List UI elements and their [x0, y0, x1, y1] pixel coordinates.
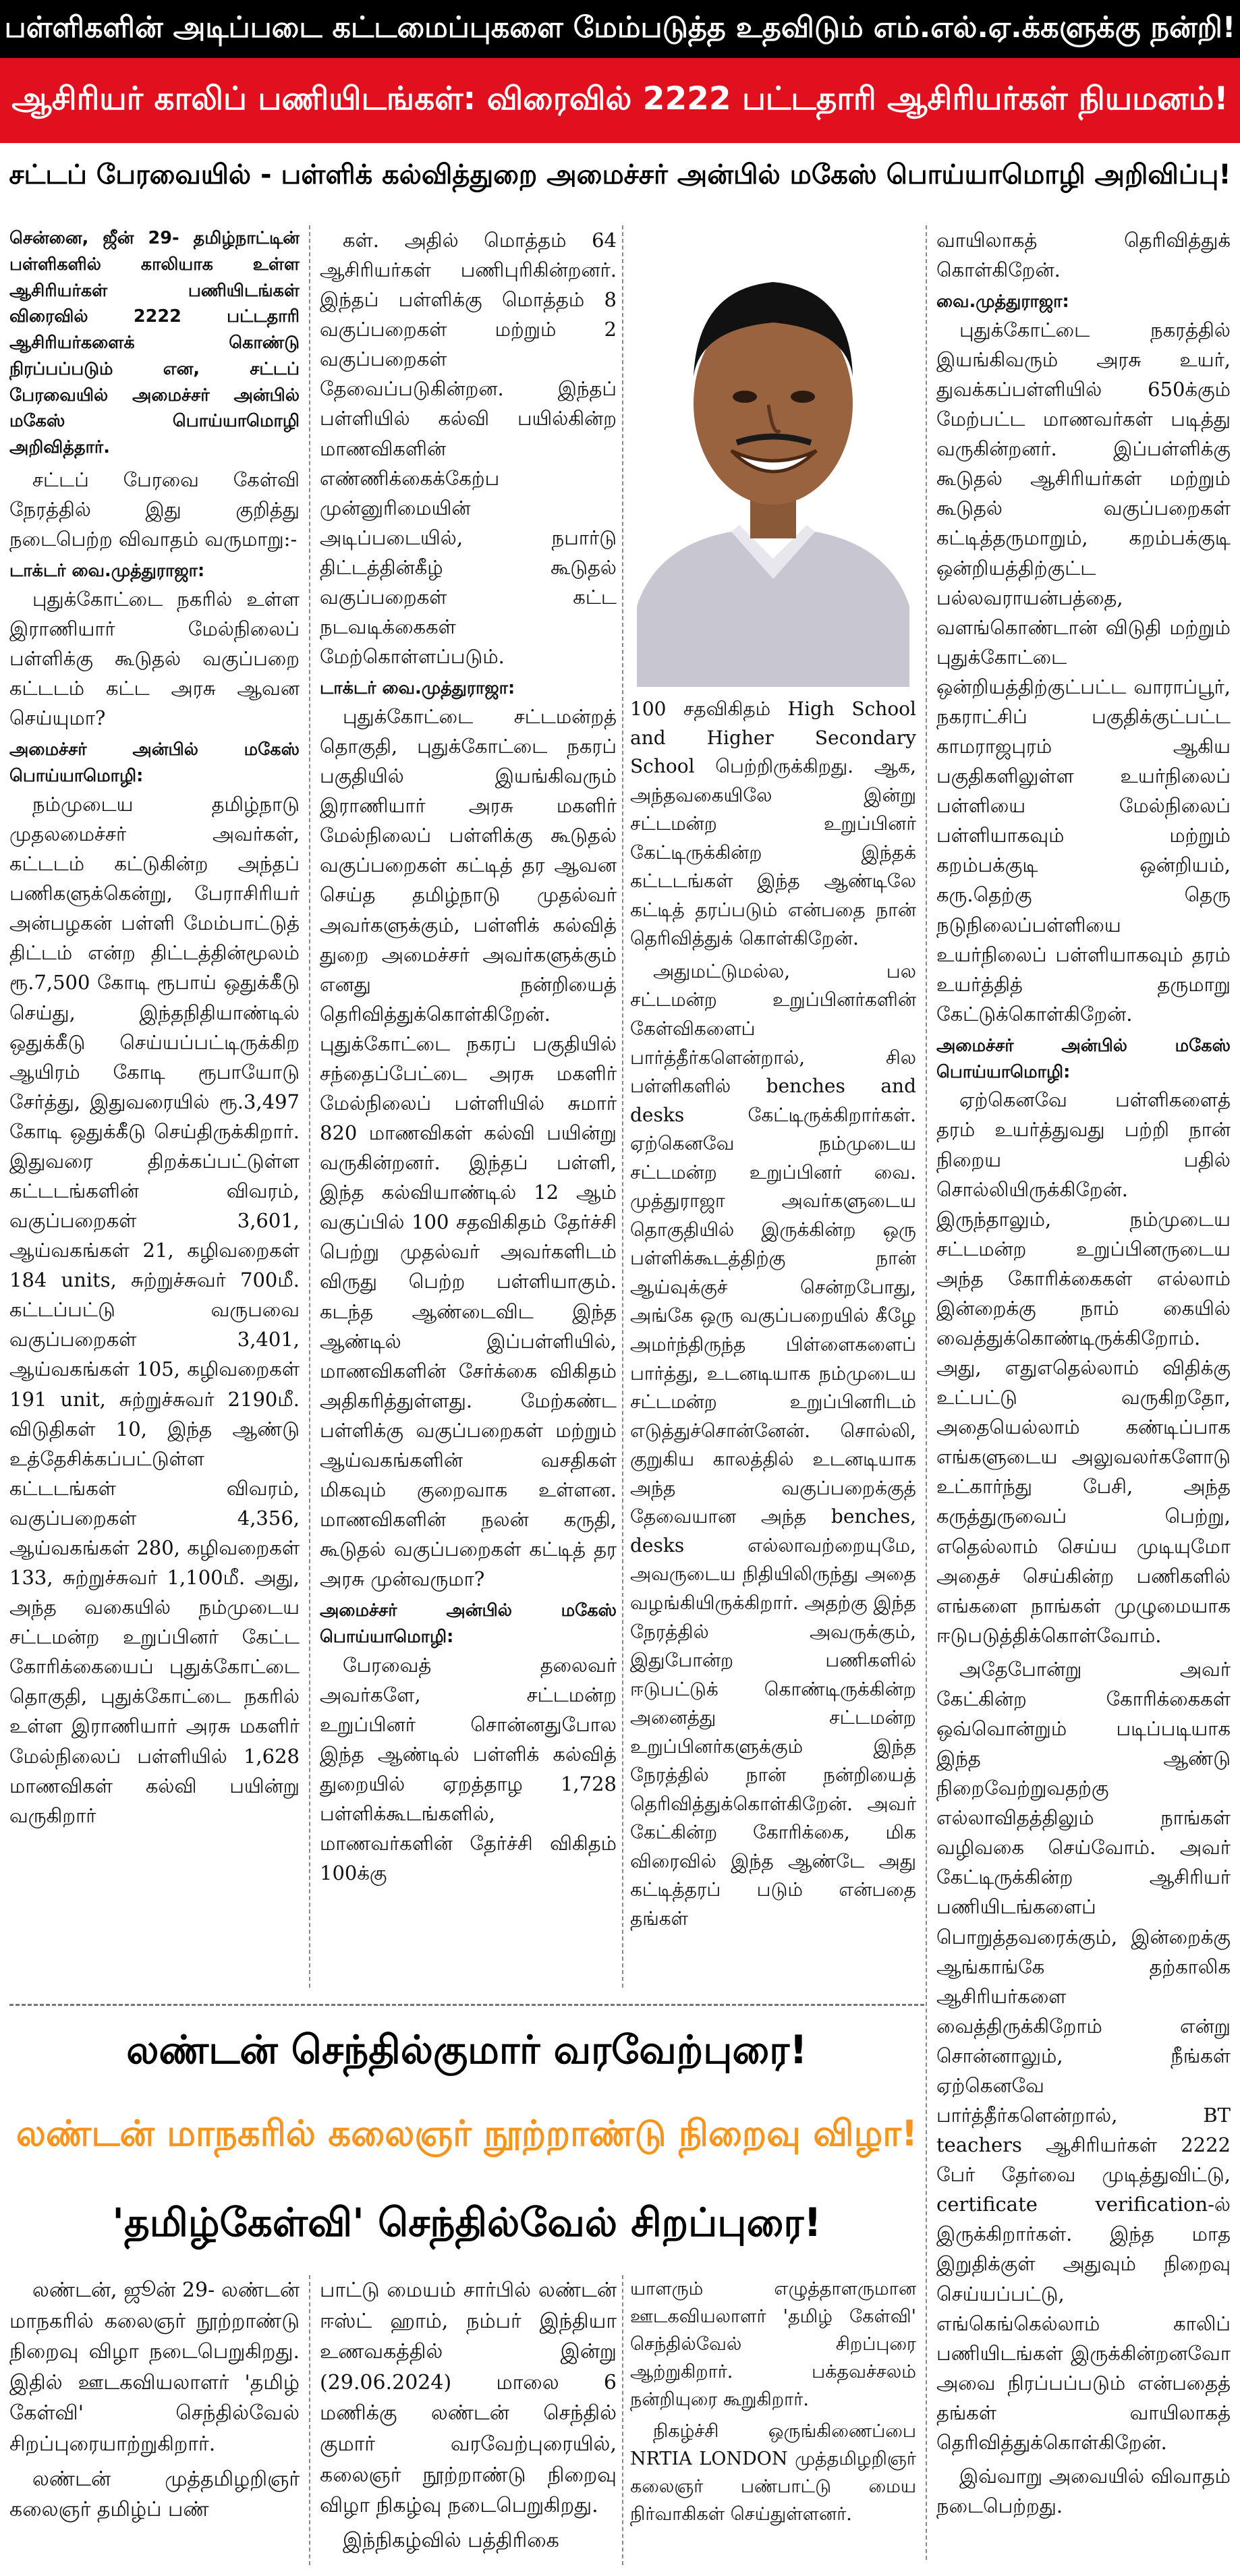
- second-story-kicker-text: லண்டன் செந்தில்குமார் வரவேற்புரை!: [126, 2027, 808, 2073]
- portrait-image: [630, 228, 916, 687]
- paragraph: பேரவைத் தலைவர் அவர்களே, சட்டமன்ற உறுப்பினர் சொன்னதுபோல இந்த ஆண்டில் பள்ளிக் கல்வித் துறையில் ஏறத்தாழ 1,728 பள்ளிக்கூடங்களில், மாணவர்களின் தேர்ச்சி விகிதம் 100க்கு: [320, 1653, 617, 1885]
- kicker-banner: [0, 0, 1240, 58]
- paragraph: புதுக்கோட்டை சட்டமன்றத் தொகுதி, புதுக்கோட்டை நகரப் பகுதியில் இயங்கிவரும் இராணியார் அரசு மகளிர் மேல்நிலைப் பள்ளிக்கு கூடுதல் வகுப்பறைகள் கட்டித் தர ஆவன செய்த தமிழ்நாடு முதல்வர் அவர்களுக்கும், பள்ளிக் கல்வித் துறை அமைச்சர் அவர்களுக்கும் எனது நன்றியைத் தெரிவித்துக்கொள்கிறேன். புதுக்கோட்டை நகரப் பகுதியில் சந்தைப்பேட்டை அரசு மகளிர் மேல்நிலைப் பள்ளியில் சுமார் 820 மாணவிகள் கல்வி பயின்று வருகின்றனர். இந்தப் பள்ளி, இந்த கல்வியாண்டில் 12 ஆம் வகுப்பில் 100 சதவிகிதம் தேர்ச்சி பெற்று முதல்வர் அவர்களிடம் விருது பெற்ற பள்ளியாகும். கடந்த ஆண்டைவிட இந்த ஆண்டில் இப்பள்ளியில், மாணவிகளின் சேர்க்கை விகிதம் அதிகரித்துள்ளது. மேற்கண்ட பள்ளிக்கு வகுப்பறைகள் மற்றும் ஆய்வகங்களின் வசதிகள் மிகவும் குறைவாக உள்ளன. மாணவிகளின் நலன் கருதி, கூடுதல் வகுப்பறைகள் கட்டித் தர அரசு முன்வருமா?: [320, 704, 617, 1591]
- paragraph: லண்டன் முத்தமிழறிஞர் கலைஞர் தமிழ்ப் பண்: [9, 2467, 300, 2522]
- paragraph: ஏற்கெனவே பள்ளிகளைத் தரம் உயர்த்துவது பற்றி நான் நிறைய பதில் சொல்லியிருக்கிறேன். இருந்தாலும், நம்முடைய சட்டமன்ற உறுப்பினருடைய அந்த கோரிக்கைகள் எல்லாம் இன்றைக்கு நாம் கையில் வைத்துக்கொண்டிருக்கிறோம். அது, எதுஎதெல்லாம் விதிக்கு உட்பட்டு வருகிறதோ, அதையெல்லாம் கண்டிப்பாக எங்களுடைய அலுவலர்களோடு உட்கார்ந்து பேசி, அந்த கருத்துருவைப் பெற்று, எதெல்லாம் செய்ய முடியுமோ அதைச் செய்கின்ற பணிகளில் எங்களை நாங்கள் முழுமையாக ஈடுபடுத்திக்கொள்வோம்.: [936, 1088, 1231, 1647]
- column-divider: [309, 225, 310, 1988]
- column-divider: [622, 2275, 623, 2565]
- paragraph: வாயிலாகத் தெரிவித்துக் கொள்கிறேன்.: [936, 229, 1231, 282]
- minister-photo: [630, 228, 916, 687]
- paragraph: யாளரும் எழுத்தாளருமான ஊடகவியலாளர் 'தமிழ் கேள்வி' செந்தில்வேல் சிறப்புரை ஆற்றுகிறார். பக்தவச்சலம் நன்றியுரை கூறுகிறார்.: [630, 2278, 916, 2411]
- main-column-4: [936, 225, 1231, 2567]
- second-story-subhead: [9, 2191, 924, 2259]
- story-divider: [9, 2004, 924, 2006]
- second-column-1: [9, 2275, 300, 2565]
- lead-paragraph: சென்னை, ஜீன் 29- தமிழ்நாட்டின் பள்ளிகளில் காலியாக உள்ள ஆசிரியர்கள் பணியிடங்கள் விரைவில் 2222 பட்டதாரி ஆசிரியர்களைக் கொண்டு நிரப்பப்படும் என, சட்டப் பேரவையில் அமைச்சர் அன்பில் மகேஸ் பொய்யாமொழி அறிவித்தார்.: [9, 228, 300, 458]
- speaker-label: டாக்டர் வை.முத்துராஜா:: [9, 561, 205, 582]
- speaker-label: அமைச்சர் அன்பில் மகேஸ் பொய்யாமொழி:: [9, 739, 300, 787]
- main-column-2: [320, 225, 617, 1988]
- speaker-label: அமைச்சர் அன்பில் மகேஸ் பொய்யாமொழி:: [320, 1600, 617, 1648]
- paragraph: அதேபோன்று அவர் கேட்கின்ற கோரிக்கைகள் ஒவ்வொன்றும் படிப்படியாக இந்த ஆண்டு நிறைவேற்றுவதற்கு எல்லாவிதத்திலும் நாங்கள் வழிவகை செய்வோம். அவர் கேட்டிருக்கின்ற ஆசிரியர் பணியிடங்களைப் பொறுத்தவரைக்கும், இன்றைக்கு ஆங்காங்கே தற்காலிக ஆசிரியர்களை வைத்திருக்கிறோம் என்று சொன்னாலும், நீங்கள் ஏற்கெனவே பார்த்தீர்களென்றால், BT teachers ஆசிரியர்கள் 2222 பேர் தேர்வை முடித்துவிட்டு, certificate verification-ல் இருக்கிறார்கள். இந்த மாத இறுதிக்குள் அதுவும் நிறைவு செய்யப்பட்டு, எங்கெங்கெல்லாம் காலிப் பணியிடங்கள் இருக்கின்றனவோ அவை நிரப்பப்படும் என்பதைத் தங்கள் வாயிலாகத் தெரிவித்துக்கொள்கிறேன்.: [936, 1657, 1231, 2454]
- column-divider: [309, 2275, 310, 2565]
- paragraph: சட்டப் பேரவை கேள்வி நேரத்தில் இது குறித்து நடைபெற்ற விவாதம் வருமாறு:-: [9, 468, 300, 551]
- paragraph: கள். அதில் மொத்தம் 64 ஆசிரியர்கள் பணிபுரிகின்றனர். இந்தப் பள்ளிக்கு மொத்தம் 8 வகுப்பறைகள் மற்றும் 2 வகுப்பறைகள் தேவைப்படுகின்றன. இந்தப் பள்ளியில் கல்வி பயில்கின்ற மாணவிகளின் எண்ணிக்கைக்கேற்ப முன்னுரிமையின் அடிப்படையில், நபார்டு திட்டத்தின்கீழ் கூடுதல் வகுப்பறைகள் கட்ட நடவடிக்கைகள் மேற்கொள்ளப்படும்.: [320, 229, 617, 669]
- paragraph: புதுக்கோட்டை நகரில் உள்ள இராணியார் மேல்நிலைப் பள்ளிக்கு கூடுதல் வகுப்பறை கட்டடம் கட்ட அரசு ஆவன செய்யுமா?: [9, 588, 300, 730]
- second-column-3: [630, 2275, 916, 2565]
- kicker-text: பள்ளிகளின் அடிப்படை கட்டமைப்புகளை மேம்படுத்த உதவிடும் எம்.எல்.ஏ.க்களுக்கு நன்றி!: [4, 10, 1236, 45]
- headline-text: ஆசிரியர் காலிப் பணியிடங்கள்: விரைவில் 2222 பட்டதாரி ஆசிரியர்கள் நியமனம்!: [11, 80, 1229, 117]
- paragraph: இந்நிகழ்வில் பத்திரிகை: [343, 2528, 559, 2552]
- second-story-subhead-text: 'தமிழ்கேள்வி' செந்தில்வேல் சிறப்புரை!: [112, 2200, 822, 2245]
- paragraph: 100 சதவிகிதம் High School and Higher Secondary School பெற்றிருக்கிறது. ஆக, அந்தவகையிலே இன்று சட்டமன்ற உறுப்பினர் கேட்டிருக்கின்ற இந்தக் கட்டடங்கள் இந்த ஆண்டிலே கட்டித் தரப்படும் என்பதை நான் தெரிவித்துக் கொள்கிறேன்.: [630, 698, 916, 950]
- paragraph: அதுமட்டுமல்ல, பல சட்டமன்ற உறுப்பினர்களின் கேள்விகளைப் பார்த்தீர்களென்றால், சில பள்ளிகளில் benches and desks கேட்டிருக்கிறார்கள். ஏற்கெனவே நம்முடைய சட்டமன்ற உறுப்பினர் வை. முத்துராஜா அவர்களுடைய தொகுதியில் இருக்கின்ற ஒரு பள்ளிக்கூடத்திற்கு நான் ஆய்வுக்குச் சென்றபோது, அங்கே ஒரு வகுப்பறையில் கீழே அமர்ந்திருந்த பிள்ளைகளைப் பார்த்து, உடனடியாக நம்முடைய சட்டமன்ற உறுப்பினரிடம் எடுத்துச்சொன்னேன். சொல்லி, குறுகிய காலத்தில் உடனடியாக அந்த வகுப்பறைக்குத் தேவையான அந்த benches, desks எல்லாவற்றையுமே, அவருடைய நிதியிலிருந்து அதை வழங்கியிருக்கிறார். அதற்கு இந்த நேரத்தில் அவருக்கும், இதுபோன்ற பணிகளில் ஈடுபட்டுக் கொண்டிருக்கின்ற அனைத்து சட்டமன்ற உறுப்பினர்களுக்கும் இந்த நேரத்தில் நான் நன்றியைத் தெரிவித்துக்கொள்கிறேன். அவர் கேட்கின்ற கோரிக்கை, மிக விரைவில் இந்த ஆண்டே அது கட்டித்தரப் படும் என்பதை தங்கள்: [630, 959, 916, 1930]
- column-divider: [622, 225, 623, 1988]
- paragraph: இவ்வாறு அவையில் விவாதம் நடைபெற்றது.: [936, 2464, 1231, 2518]
- column-divider: [926, 225, 927, 2560]
- speaker-label: வை.முத்துராஜா:: [936, 291, 1069, 312]
- second-story-headline-text: லண்டன் மாநகரில் கலைஞர் நூற்றாண்டு நிறைவு விழா!: [16, 2113, 918, 2154]
- second-column-2: [320, 2275, 617, 2565]
- paragraph: நிகழ்ச்சி ஒருங்கிணைப்பை NRTIA LONDON முத்தமிழறிஞர் கலைஞர் பண்பாட்டு மைய நிர்வாகிகள் செய்துள்ளனர்.: [630, 2421, 916, 2525]
- paragraph: லண்டன், ஜூன் 29- லண்டன் மாநகரில் கலைஞர் நூற்றாண்டு நிறைவு விழா நடைபெறுகிறது. இதில் ஊடகவியலாளர் 'தமிழ் கேள்வி' செந்தில்வேல் சிறப்புரையாற்றுகிறார்.: [9, 2278, 300, 2456]
- speaker-label: டாக்டர் வை.முத்துராஜா:: [320, 678, 515, 699]
- paragraph: புதுக்கோட்டை நகரத்தில் இயங்கிவரும் அரசு உயர், துவக்கப்பள்ளியில் 650க்கும் மேற்பட்ட மாணவர்கள் படித்து வருகின்றனர். இப்பள்ளிக்கு கூடுதல் ஆசிரியர்கள் மற்றும் கூடுதல் வகுப்பறைகள் கட்டித்தருமாறும், கறம்பக்குடி ஒன்றியத்திற்குட்ட பல்லவராயன்பத்தை, வளங்கொண்டான் விடுதி மற்றும் புதுக்கோட்டை ஒன்றியத்திற்குட்பட்ட வாராப்பூர், நகராட்சிப் பகுதிக்குட்பட்ட காமராஜபுரம் ஆகிய பகுதிகளிலுள்ள உயர்நிலைப் பள்ளியை மேல்நிலைப் பள்ளியாகவும் மற்றும் கறம்பக்குடி ஒன்றியம், கரு.தெற்கு தெரு நடுநிலைப்பள்ளியை உயர்நிலைப் பள்ளியாகவும் தரம் உயர்த்தித் தருமாறு கேட்டுக்கொள்கிறேன்.: [936, 318, 1231, 1026]
- subheadline-text: சட்டப் பேரவையில் - பள்ளிக் கல்வித்துறை அமைச்சர் அன்பில் மகேஸ் பொய்யாமொழி அறிவிப்பு!: [9, 159, 1231, 190]
- main-column-3: [630, 695, 916, 1988]
- paragraph: பாட்டு மையம் சார்பில் லண்டன் ஈஸ்ட் ஹாம், நம்பர் இந்தியா உணவகத்தில் இன்று (29.06.2024) மாலை 6 மணிக்கு லண்டன் செந்தில் குமார் வரவேற்புரையில், கலைஞர் நூற்றாண்டு நிறைவு விழா நிகழ்வு நடைபெறுகிறது.: [320, 2278, 617, 2518]
- subheadline: [0, 146, 1240, 206]
- headline-banner: [0, 58, 1240, 143]
- speaker-label: அமைச்சர் அன்பில் மகேஸ் பொய்யாமொழி:: [936, 1035, 1231, 1082]
- paragraph: நம்முடைய தமிழ்நாடு முதலமைச்சர் அவர்கள், கட்டடம் கட்டுகின்ற அந்தப் பணிகளுக்கென்று, பேராசிரியர் அன்பழகன் பள்ளி மேம்பாட்டுத் திட்டம் என்ற திட்டத்தின்மூலம் ரூ.7,500 கோடி ரூபாய் ஒதுக்கீடு செய்து, இந்தநிதியாண்டில் ஒதுக்கீடு செய்யப்பட்டிருக்கிற ஆயிரம் கோடி ரூபாயோடு சேர்த்து, இதுவரையில் ரூ.3,497 கோடி ஒதுக்கீடு செய்திருக்கிறார். இதுவரை திறக்கப்பட்டுள்ள கட்டடங்களின் விவரம், வகுப்பறைகள் 3,601, ஆய்வகங்கள் 21, கழிவறைகள் 184 units, சுற்றுச்சுவர் 700மீ. கட்டப்பட்டு வருபவை வகுப்பறைகள் 3,401, ஆய்வகங்கள் 105, கழிவறைகள் 191 unit, சுற்றுச்சுவர் 2190மீ. விடுதிகள் 10, இந்த ஆண்டு உத்தேசிக்கப்பட்டுள்ள கட்டடங்கள் விவரம், வகுப்பறைகள் 4,356, ஆய்வகங்கள் 280, கழிவறைகள் 133, சுற்றுச்சுவர் 1,100மீ. அது, அந்த வகையில் நம்முடைய சட்டமன்ற உறுப்பினர் கேட்ட கோரிக்கையைப் புதுக்கோட்டை தொகுதி, புதுக்கோட்டை நகரில் உள்ள இராணியார் அரசு மகளிர் மேல்நிலைப் பள்ளியில் 1,628 மாணவிகள் கல்வி பயின்று வருகிறார்: [9, 793, 300, 1827]
- second-story-kicker: [9, 2021, 924, 2083]
- main-column-1: [9, 225, 300, 1988]
- second-story-headline: [9, 2092, 924, 2181]
